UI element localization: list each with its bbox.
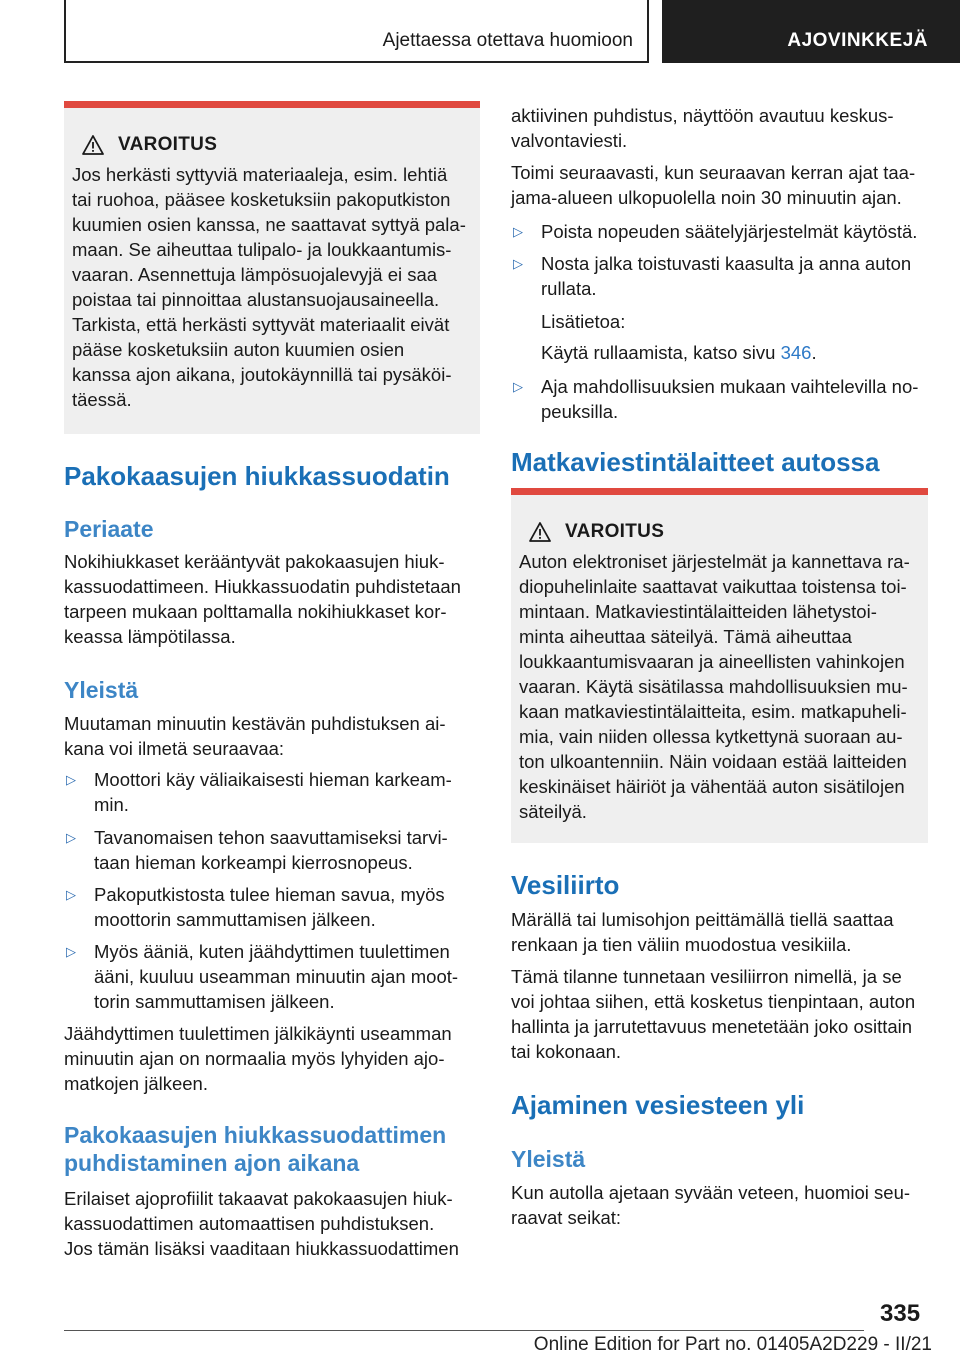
warning-icon — [529, 522, 551, 542]
footer-divider — [64, 1330, 864, 1331]
warning-box-fire — [64, 101, 480, 434]
text-line: aktiivinen puhdistus, näyttöön avautuu keskus- — [511, 105, 894, 126]
text-line: hallinta ja jarrutettavuus menetetään joko osittain — [511, 1016, 913, 1037]
text-line: matkojen jälkeen. — [64, 1073, 208, 1094]
warning-line: poistaa tai pinnoittaa alustansuojausaineella. — [72, 289, 440, 310]
toimi-paragraph — [511, 160, 928, 210]
bullet-triangle-icon: ▷ — [66, 944, 76, 959]
warning-line: vaaran. Käytä sisätilassa mahdollisuuksien mu- — [519, 676, 908, 697]
warning-line: täessä. — [72, 389, 132, 410]
page-number: 335 — [880, 1300, 921, 1327]
warning-line: Jos herkästi syttyviä materiaaleja, esim. lehtiä — [72, 164, 448, 185]
text-line: Kun autolla ajetaan syvään veteen, huomioi seu- — [511, 1182, 911, 1203]
bullet-line: min. — [94, 794, 129, 815]
warning-title: VAROITUS — [565, 521, 665, 542]
warning-line: kuumien osien kanssa, ne saattavat syttyä pala- — [72, 214, 466, 235]
continuation-paragraph — [511, 103, 928, 153]
warning-line: vaaran. Asennettuja lämpösuojalevyjä ei saa — [72, 264, 438, 285]
bullet-line: torin sammuttamisen jälkeen. — [94, 991, 335, 1012]
chapter-tab-label: AJOVINKKEJÄ — [787, 30, 928, 51]
text-line: raavat seikat: — [511, 1207, 622, 1228]
warning-line: tai ruohoa, pääsee kosketuksiin pakoputkiston — [72, 189, 451, 210]
text-line: Muutaman minuutin kestävän puhdistuksen ai- — [64, 713, 446, 734]
heading-particulate-filter: Pakokaasujen hiukkassuodatin — [64, 461, 450, 491]
reference-text: Käytä rullaamista, katso sivu — [541, 342, 781, 363]
vesi-paragraph-1 — [511, 907, 928, 957]
heading-line: Pakokaasujen hiukkassuodattimen — [64, 1122, 447, 1148]
heading-yleista: Yleistä — [64, 677, 139, 703]
text-line: renkaan ja tien väliin muodostua vesikiila. — [511, 934, 852, 955]
bullet-line: Nosta jalka toistuvasti kaasulta ja anna auton — [541, 253, 912, 274]
heading-water-crossing: Ajaminen vesiesteen yli — [511, 1090, 805, 1120]
puhdistus-paragraph — [64, 1186, 480, 1261]
yleista-outro — [64, 1021, 480, 1096]
warning-line: loukkaantumisvaaran ja aineellisten vahinkojen — [519, 651, 905, 672]
heading-line: puhdistaminen ajon aikana — [64, 1150, 360, 1176]
bullet-item — [64, 825, 480, 875]
warning-line: diopuhelinlaite saattavat vaikuttaa toistensa toi- — [519, 576, 907, 597]
warning-text — [519, 549, 920, 824]
bullet-item — [511, 219, 928, 244]
bullet-line: rullata. — [541, 278, 597, 299]
warning-line: Tarkista, että herkästi syttyvät materiaalit eivät — [72, 314, 450, 335]
header-section-box — [64, 0, 649, 63]
bullet-line: moottorin sammuttamisen jälkeen. — [94, 909, 376, 930]
bullet-triangle-icon: ▷ — [513, 379, 523, 394]
ajaminen-paragraph — [511, 1180, 928, 1230]
text-line: kassuodattimeen. Hiukkassuodatin puhdistetaan — [64, 576, 461, 597]
reference-line — [511, 340, 817, 365]
text-line: kana voi ilmetä seuraavaa: — [64, 738, 285, 759]
text-line: minuutin ajan on normaalia myös lyhyiden ajo- — [64, 1048, 445, 1069]
bullet-triangle-icon: ▷ — [66, 887, 76, 902]
text-line: Jäähdyttimen tuulettimen jälkikäynti useamman — [64, 1023, 452, 1044]
bullet-item — [511, 251, 928, 301]
header-chapter-tab[interactable] — [662, 0, 960, 63]
lisatietoa-label: Lisätietoa: — [541, 311, 626, 332]
bullet-triangle-icon: ▷ — [66, 772, 76, 787]
text-line: tarpeen mukaan polttamalla nokihiukkaset kor- — [64, 601, 447, 622]
heading-yleista-2: Yleistä — [511, 1146, 586, 1172]
warning-line: kaan matkaviestintälaitteita, esim. matkapuheli- — [519, 701, 907, 722]
yleista-intro — [64, 711, 480, 761]
text-line: valvontaviesti. — [511, 130, 628, 151]
heading-puhdistus — [64, 1121, 480, 1177]
warning-line: säteilyä. — [519, 801, 587, 822]
heading-periaate: Periaate — [64, 516, 154, 542]
bullet-line: Tavanomaisen tehon saavuttamiseksi tarvi- — [94, 827, 448, 848]
warning-line: ton ulkoantenniin. Näin voidaan estää laitteiden — [519, 751, 907, 772]
heading-aquaplaning: Vesiliirto — [511, 870, 620, 900]
warning-line: minta aiheuttaa säteilyä. Tämä aiheuttaa — [519, 626, 852, 647]
warning-line: kanssa ajon aikana, joutokäynnillä tai pysäköi- — [72, 364, 452, 385]
text-line: Jos tämän lisäksi vaaditaan hiukkassuodattimen — [64, 1238, 459, 1259]
warning-title-row — [519, 521, 920, 543]
bullet-line: Myös ääniä, kuten jäähdyttimen tuulettimen — [94, 941, 450, 962]
page-link-346[interactable]: 346 — [780, 342, 812, 363]
bullet-line: peuksilla. — [541, 401, 619, 422]
bullet-triangle-icon: ▷ — [513, 224, 523, 239]
bullet-line: taan hieman korkeampi kierrosnopeus. — [94, 852, 413, 873]
text-line: tai kokonaan. — [511, 1041, 622, 1062]
warning-line: mintaan. Matkaviestintälaitteiden lähetystoi- — [519, 601, 877, 622]
bullet-item — [64, 882, 480, 932]
text-line: kassuodattimen automaattisen puhdistuksen. — [64, 1213, 435, 1234]
bullet-item — [64, 767, 480, 817]
bullet-line: Poista nopeuden säätelyjärjestelmät käytöstä. — [541, 221, 918, 242]
bullet-line: Pakoputkistosta tulee hieman savua, myös — [94, 884, 445, 905]
text-line: Toimi seuraavasti, kun seuraavan kerran ajat taa- — [511, 162, 916, 183]
bullet-line: Moottori käy väliaikaisesti hieman karkeam- — [94, 769, 452, 790]
periaate-paragraph — [64, 549, 480, 649]
text-line: keassa lämpötilassa. — [64, 626, 236, 647]
warning-line: maan. Se aiheuttaa tulipalo- ja loukkaantumis- — [72, 239, 452, 260]
warning-line: mia, vain niiden ollessa kytkettynä suoraan au- — [519, 726, 903, 747]
text-line: Nokihiukkaset kerääntyvät pakokaasujen hiuk- — [64, 551, 445, 572]
reference-end: . — [811, 342, 817, 363]
text-line: Erilaiset ajoprofiilit takaavat pakokaasujen hiuk- — [64, 1188, 453, 1209]
warning-line: keskinäiset häiriöt ja vähentää auton sisätilojen — [519, 776, 905, 797]
text-line: voi johtaa siihen, että kosketus tienpintaan, auton — [511, 991, 916, 1012]
vesi-paragraph-2 — [511, 964, 928, 1064]
heading-mobile-devices: Matkaviestintälaitteet autossa — [511, 447, 880, 477]
warning-title: VAROITUS — [118, 134, 218, 155]
bullet-item — [511, 374, 928, 424]
text-line: Märällä tai lumisohjon peittämällä tiellä saattaa — [511, 909, 894, 930]
text-line: Tämä tilanne tunnetaan vesiliirron nimellä, ja se — [511, 966, 902, 987]
warning-title-row — [72, 134, 472, 156]
text-line: jama-alueen ulkopuolella noin 30 minuutin ajan. — [511, 187, 902, 208]
bullet-triangle-icon: ▷ — [513, 256, 523, 271]
bullet-item — [64, 939, 480, 1014]
header-section-title: Ajettaessa otettava huomioon — [382, 30, 633, 51]
warning-box-radiation — [511, 488, 928, 843]
bullet-line: ääni, kuuluu useamman minuutin ajan moot- — [94, 966, 459, 987]
warning-line: pääse kosketuksiin auton kuumien osien — [72, 339, 405, 360]
warning-icon — [82, 135, 104, 155]
warning-line: Auton elektroniset järjestelmät ja kannettava ra- — [519, 551, 910, 572]
warning-text — [72, 162, 472, 412]
bullet-triangle-icon: ▷ — [66, 830, 76, 845]
footer-edition: Online Edition for Part no. 01405A2D229 - II/21 — [533, 1334, 932, 1355]
bullet-line: Aja mahdollisuuksien mukaan vaihtelevilla no- — [541, 376, 919, 397]
